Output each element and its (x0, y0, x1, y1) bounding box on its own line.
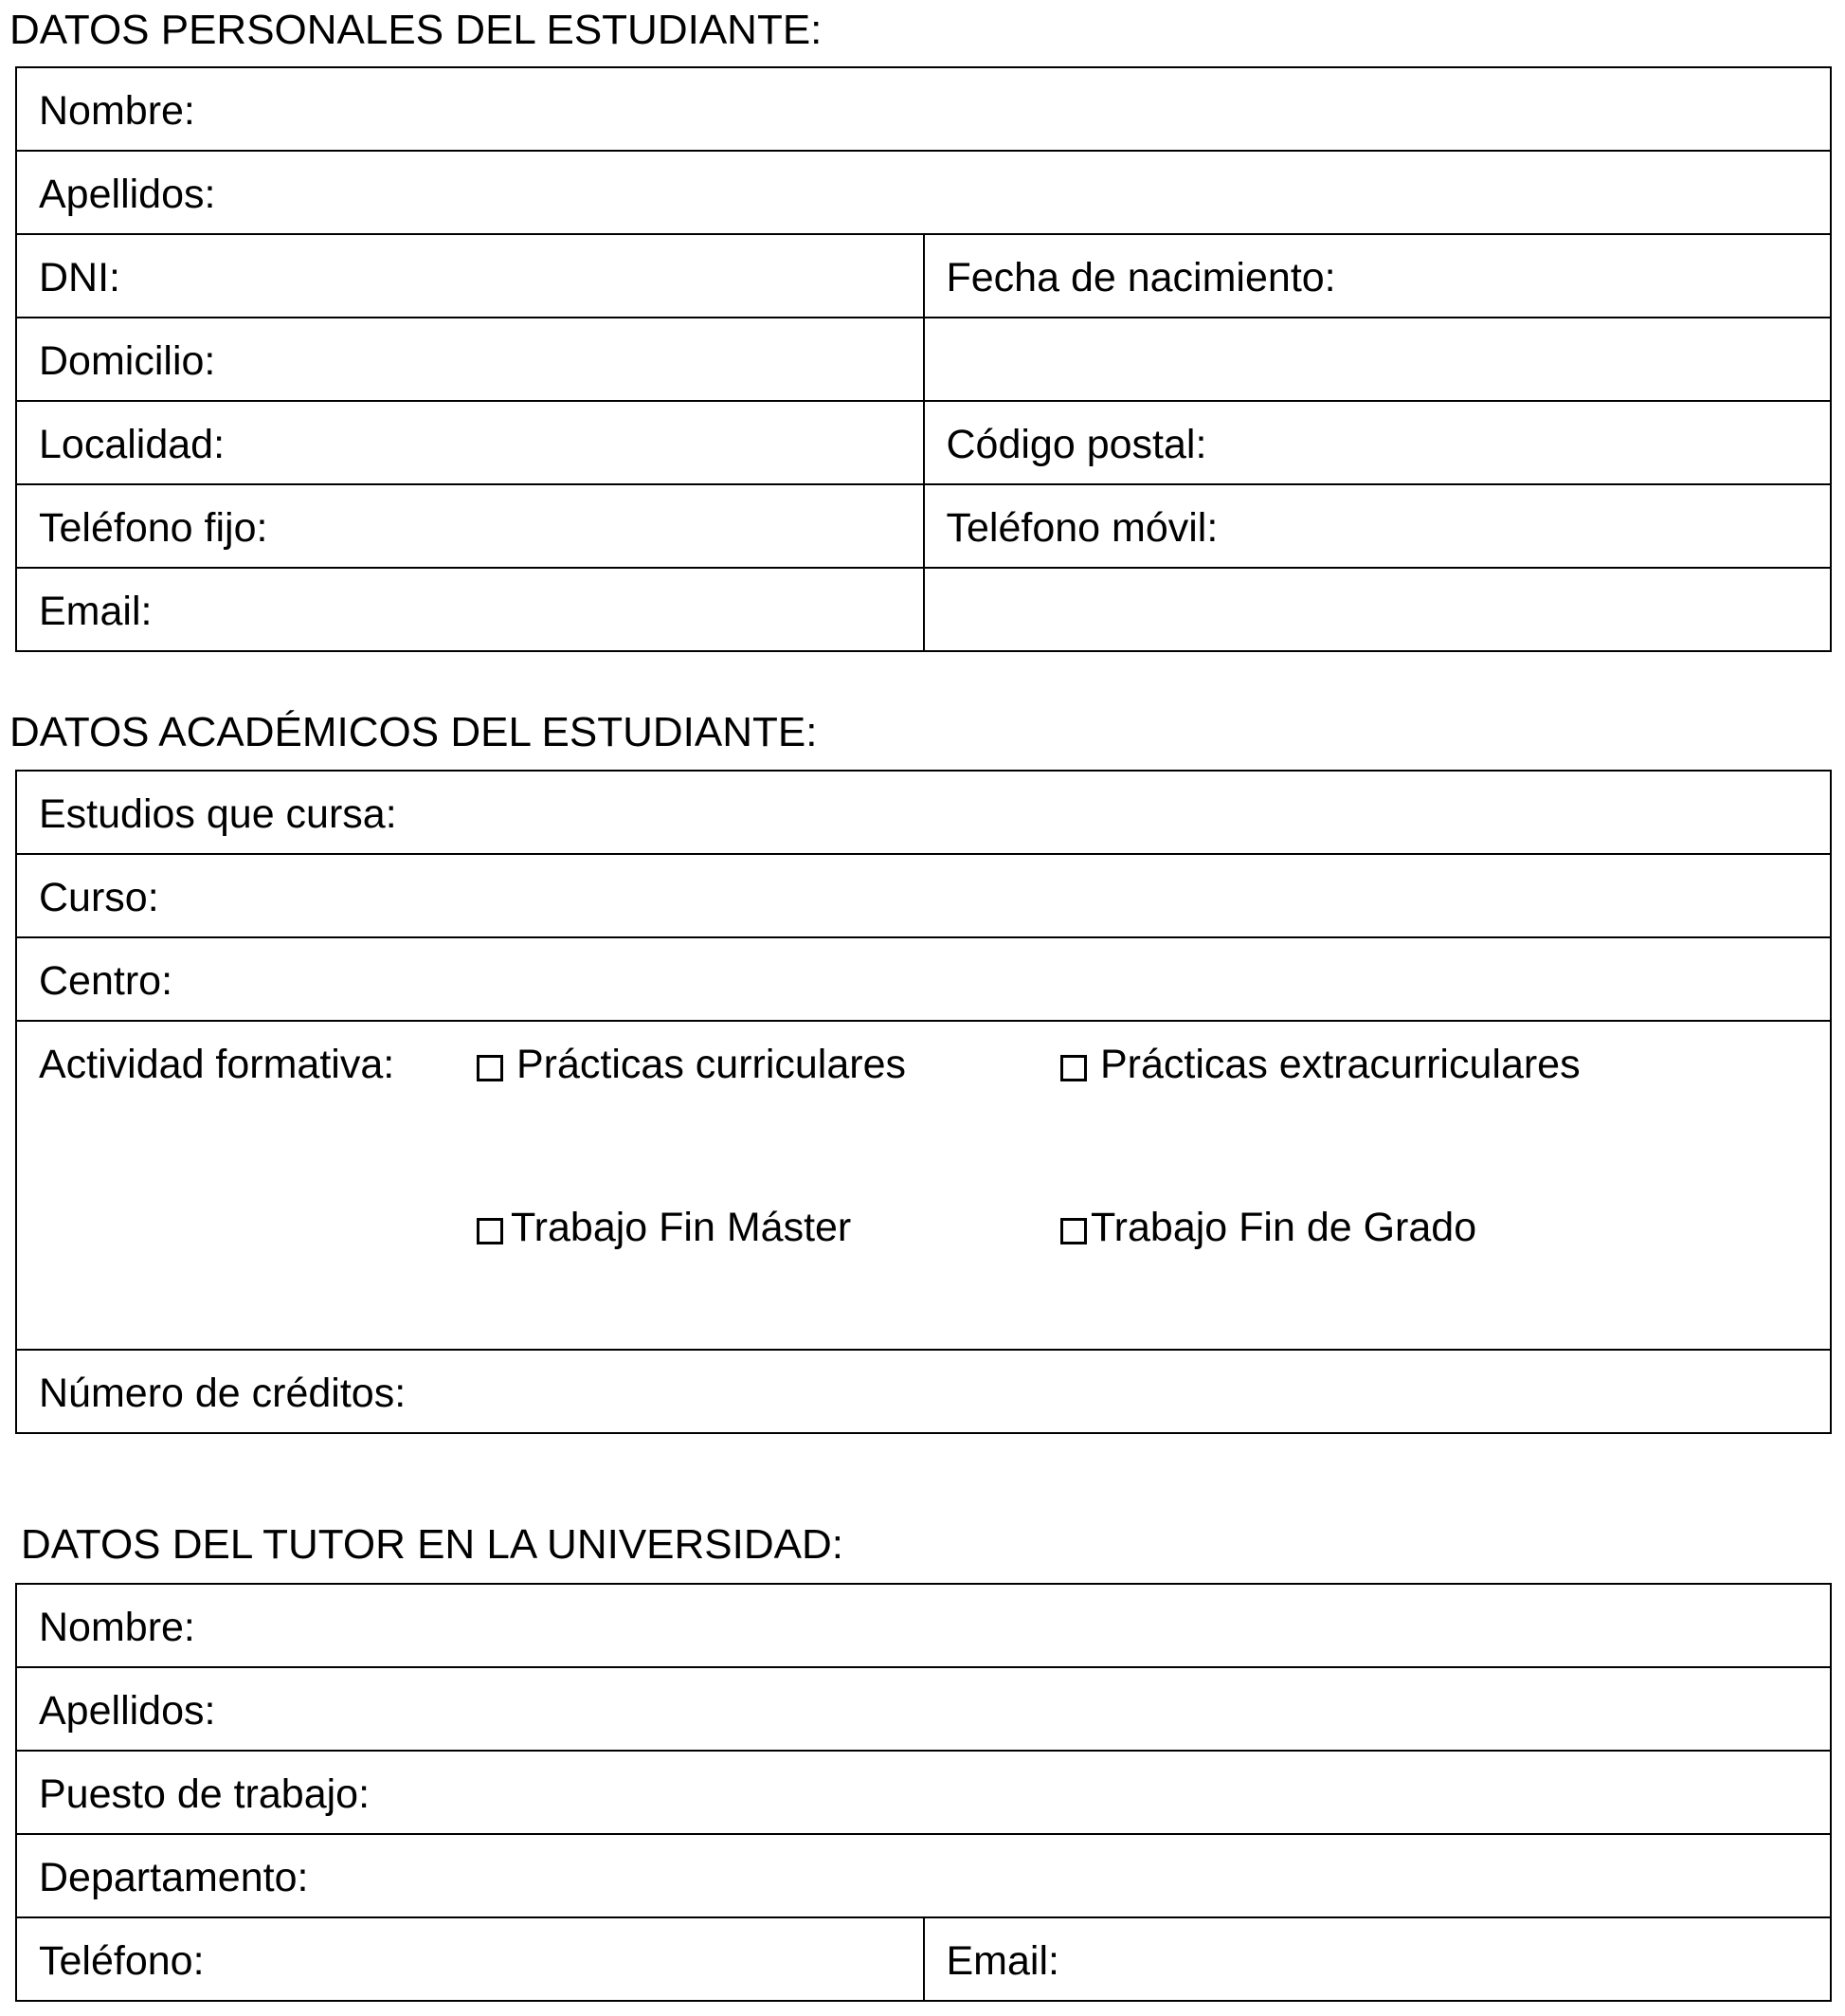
field-telefono-fijo[interactable] (16, 484, 924, 568)
field-label: Curso: (39, 875, 159, 920)
field-label: Nombre: (39, 88, 195, 134)
option-trabajo-fin-grado[interactable] (1060, 1205, 1477, 1250)
table-row (16, 1834, 1831, 1917)
field-curso[interactable] (16, 854, 1831, 937)
field-label: DNI: (39, 255, 120, 300)
table-row (16, 484, 1831, 568)
field-label: Nombre: (39, 1605, 195, 1650)
field-tutor-departamento[interactable] (16, 1834, 1831, 1917)
field-centro[interactable] (16, 937, 1831, 1021)
table-row (16, 67, 1831, 151)
academic-section-title: DATOS ACADÉMICOS DEL ESTUDIANTE: (9, 709, 818, 755)
table-row (16, 1584, 1831, 1667)
field-codigo-postal[interactable] (924, 401, 1832, 484)
table-row (16, 771, 1831, 854)
field-fecha-nacimiento[interactable] (924, 234, 1832, 318)
field-label: Código postal: (946, 422, 1207, 467)
table-row (16, 401, 1831, 484)
table-row (16, 234, 1831, 318)
field-domicilio[interactable] (16, 318, 924, 401)
table-row (16, 937, 1831, 1021)
field-label: Apellidos: (39, 172, 216, 217)
field-label: Email: (39, 589, 153, 634)
field-label: Fecha de nacimiento: (946, 255, 1336, 300)
checkbox-icon[interactable] (1060, 1055, 1087, 1081)
table-row (16, 1667, 1831, 1751)
field-estudios[interactable] (16, 771, 1831, 854)
field-label: Teléfono móvil: (946, 505, 1219, 551)
field-tutor-apellidos[interactable] (16, 1667, 1831, 1751)
personal-section-title: DATOS PERSONALES DEL ESTUDIANTE: (9, 7, 823, 53)
field-label: Apellidos: (39, 1688, 216, 1734)
field-domicilio-continued[interactable] (924, 318, 1832, 401)
table-row (16, 1350, 1831, 1433)
field-label: Departamento: (39, 1855, 309, 1900)
table-row (16, 151, 1831, 234)
option-practicas-curriculares[interactable] (477, 1044, 906, 1085)
option-trabajo-fin-master[interactable] (477, 1205, 852, 1250)
option-label: Trabajo Fin Máster (511, 1205, 852, 1250)
tutor-data-table (15, 1583, 1832, 2002)
field-apellidos[interactable] (16, 151, 1831, 234)
field-label: Email: (946, 1938, 1059, 1984)
field-label: Teléfono: (39, 1938, 205, 1984)
field-label: Centro: (39, 958, 173, 1004)
field-label: Domicilio: (39, 338, 216, 384)
academic-data-table (15, 770, 1832, 1434)
field-tutor-email[interactable] (924, 1917, 1832, 2001)
table-row (16, 568, 1831, 651)
checkbox-icon[interactable] (477, 1218, 503, 1244)
field-dni[interactable] (16, 234, 924, 318)
personal-data-table (15, 66, 1832, 652)
table-row (16, 1917, 1831, 2001)
option-label: Prácticas curriculares (516, 1042, 906, 1087)
tutor-section-title: DATOS DEL TUTOR EN LA UNIVERSIDAD: (21, 1521, 843, 1568)
field-label: Teléfono fijo: (39, 505, 268, 551)
field-tutor-puesto[interactable] (16, 1751, 1831, 1834)
field-tutor-nombre[interactable] (16, 1584, 1831, 1667)
table-row (16, 854, 1831, 937)
field-email-continued[interactable] (924, 568, 1832, 651)
option-label: Trabajo Fin de Grado (1091, 1205, 1477, 1250)
table-row (16, 1021, 1831, 1350)
field-email[interactable] (16, 568, 924, 651)
checkbox-icon[interactable] (477, 1055, 503, 1081)
field-tutor-telefono[interactable] (16, 1917, 924, 2001)
checkbox-icon[interactable] (1060, 1218, 1087, 1244)
field-label: Localidad: (39, 422, 226, 467)
option-practicas-extracurriculares[interactable] (1060, 1044, 1581, 1085)
field-actividad-formativa (16, 1021, 1831, 1350)
field-localidad[interactable] (16, 401, 924, 484)
field-label: Puesto de trabajo: (39, 1771, 371, 1817)
field-telefono-movil[interactable] (924, 484, 1832, 568)
field-label: Actividad formativa: (39, 1042, 395, 1087)
table-row (16, 1751, 1831, 1834)
field-numero-creditos[interactable] (16, 1350, 1831, 1433)
table-row (16, 318, 1831, 401)
field-nombre[interactable] (16, 67, 1831, 151)
option-label: Prácticas extracurriculares (1100, 1042, 1581, 1087)
field-label: Número de créditos: (39, 1371, 407, 1416)
field-label: Estudios que cursa: (39, 791, 397, 837)
